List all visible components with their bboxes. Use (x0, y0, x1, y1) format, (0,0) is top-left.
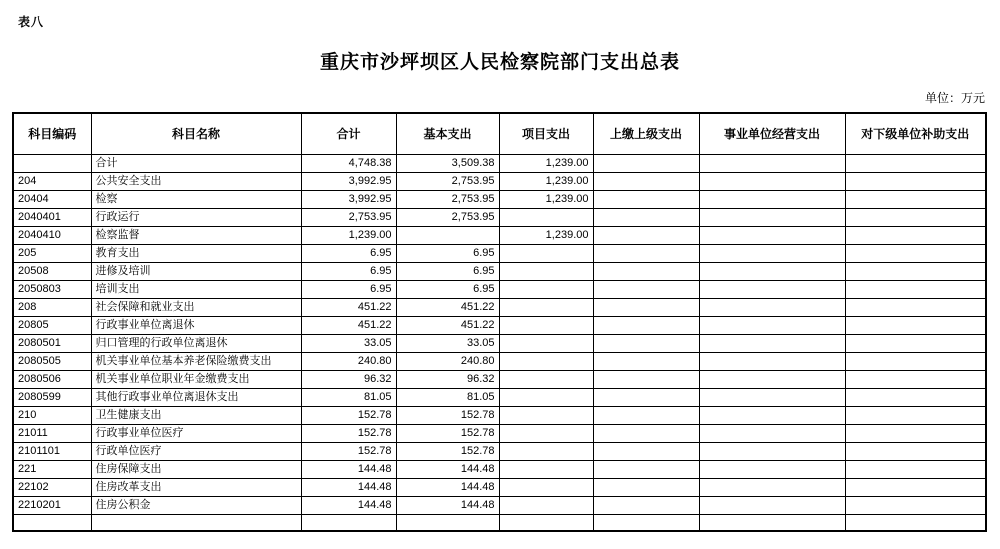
table-row (13, 172, 986, 190)
cell-basic: 6.95 (396, 280, 499, 298)
cell-operating (699, 496, 845, 514)
cell-code: 22102 (13, 478, 91, 496)
cell-basic: 152.78 (396, 442, 499, 460)
cell-project (499, 244, 593, 262)
col-header-subsidy-expense: 对下级单位补助支出 (845, 113, 986, 154)
cell-basic: 3,509.38 (396, 154, 499, 172)
cell-total: 6.95 (301, 262, 396, 280)
cell-basic: 240.80 (396, 352, 499, 370)
unit-note: 单位：万元 (924, 91, 985, 105)
cell-basic: 144.48 (396, 478, 499, 496)
cell-subsidy (845, 262, 986, 280)
cell-subsidy (845, 208, 986, 226)
cell-total (301, 514, 396, 531)
cell-upper (593, 190, 699, 208)
cell-project (499, 496, 593, 514)
cell-basic: 2,753.95 (396, 172, 499, 190)
cell-subsidy (845, 154, 986, 172)
cell-project (499, 298, 593, 316)
cell-code: 208 (13, 298, 91, 316)
cell-subsidy (845, 406, 986, 424)
cell-project (499, 388, 593, 406)
cell-total: 6.95 (301, 280, 396, 298)
cell-subsidy (845, 352, 986, 370)
cell-upper (593, 352, 699, 370)
cell-project (499, 478, 593, 496)
cell-name: 合计 (91, 154, 301, 172)
cell-code (13, 514, 91, 531)
cell-project (499, 406, 593, 424)
cell-upper (593, 172, 699, 190)
cell-total: 144.48 (301, 478, 396, 496)
cell-subsidy (845, 460, 986, 478)
table-row (13, 190, 986, 208)
cell-name: 检察监督 (91, 226, 301, 244)
cell-subsidy (845, 370, 986, 388)
table-row (13, 478, 986, 496)
cell-code: 20508 (13, 262, 91, 280)
cell-basic: 6.95 (396, 262, 499, 280)
cell-subsidy (845, 496, 986, 514)
cell-name: 教育支出 (91, 244, 301, 262)
cell-subsidy (845, 514, 986, 531)
cell-upper (593, 460, 699, 478)
cell-code: 210 (13, 406, 91, 424)
cell-project (499, 442, 593, 460)
cell-total: 81.05 (301, 388, 396, 406)
cell-basic (396, 514, 499, 531)
cell-project (499, 424, 593, 442)
cell-upper (593, 442, 699, 460)
cell-subsidy (845, 316, 986, 334)
cell-total: 451.22 (301, 298, 396, 316)
cell-name: 机关事业单位基本养老保险缴费支出 (91, 352, 301, 370)
cell-upper (593, 262, 699, 280)
expenditure-table (12, 112, 987, 532)
cell-name: 其他行政事业单位离退休支出 (91, 388, 301, 406)
cell-subsidy (845, 172, 986, 190)
table-body (13, 154, 986, 531)
cell-project (499, 334, 593, 352)
cell-name: 行政单位医疗 (91, 442, 301, 460)
cell-upper (593, 424, 699, 442)
cell-name: 住房保障支出 (91, 460, 301, 478)
cell-name: 培训支出 (91, 280, 301, 298)
cell-code: 20805 (13, 316, 91, 334)
cell-subsidy (845, 190, 986, 208)
cell-project (499, 262, 593, 280)
cell-subsidy (845, 388, 986, 406)
cell-operating (699, 244, 845, 262)
cell-upper (593, 496, 699, 514)
cell-project (499, 352, 593, 370)
cell-operating (699, 316, 845, 334)
cell-code: 2040401 (13, 208, 91, 226)
col-header-total: 合计 (301, 113, 396, 154)
table-row (13, 442, 986, 460)
cell-code: 2080505 (13, 352, 91, 370)
cell-basic: 6.95 (396, 244, 499, 262)
cell-basic: 2,753.95 (396, 208, 499, 226)
cell-total: 33.05 (301, 334, 396, 352)
cell-project: 1,239.00 (499, 190, 593, 208)
cell-total: 152.78 (301, 424, 396, 442)
cell-project (499, 460, 593, 478)
cell-upper (593, 298, 699, 316)
cell-code: 2080501 (13, 334, 91, 352)
col-header-upper-level-payment: 上缴上级支出 (593, 113, 699, 154)
cell-name: 行政运行 (91, 208, 301, 226)
cell-operating (699, 514, 845, 531)
cell-upper (593, 208, 699, 226)
cell-upper (593, 406, 699, 424)
table-row (13, 244, 986, 262)
cell-name: 住房公积金 (91, 496, 301, 514)
table-row (13, 424, 986, 442)
cell-code: 2080506 (13, 370, 91, 388)
col-header-basic-expense: 基本支出 (396, 113, 499, 154)
table-row (13, 406, 986, 424)
table-row (13, 496, 986, 514)
cell-code: 2101101 (13, 442, 91, 460)
cell-name: 住房改革支出 (91, 478, 301, 496)
cell-basic: 451.22 (396, 298, 499, 316)
cell-total: 240.80 (301, 352, 396, 370)
cell-code: 2050803 (13, 280, 91, 298)
cell-total: 2,753.95 (301, 208, 396, 226)
cell-basic: 81.05 (396, 388, 499, 406)
cell-operating (699, 388, 845, 406)
table-row (13, 460, 986, 478)
cell-operating (699, 262, 845, 280)
col-header-subject-name: 科目名称 (91, 113, 301, 154)
cell-subsidy (845, 298, 986, 316)
table-row (13, 388, 986, 406)
col-header-operating-expense: 事业单位经营支出 (699, 113, 845, 154)
table-row (13, 370, 986, 388)
cell-basic: 96.32 (396, 370, 499, 388)
cell-operating (699, 460, 845, 478)
cell-basic: 33.05 (396, 334, 499, 352)
cell-project (499, 514, 593, 531)
cell-code: 204 (13, 172, 91, 190)
cell-upper (593, 334, 699, 352)
cell-operating (699, 406, 845, 424)
cell-project (499, 280, 593, 298)
table-row (13, 514, 986, 531)
table-row (13, 280, 986, 298)
cell-upper (593, 370, 699, 388)
cell-name (91, 514, 301, 531)
cell-code: 20404 (13, 190, 91, 208)
cell-name: 进修及培训 (91, 262, 301, 280)
table-row (13, 316, 986, 334)
cell-total: 3,992.95 (301, 172, 396, 190)
cell-operating (699, 154, 845, 172)
cell-basic: 152.78 (396, 406, 499, 424)
cell-upper (593, 226, 699, 244)
cell-total: 451.22 (301, 316, 396, 334)
cell-project (499, 316, 593, 334)
cell-operating (699, 442, 845, 460)
cell-name: 卫生健康支出 (91, 406, 301, 424)
cell-name: 检察 (91, 190, 301, 208)
cell-subsidy (845, 424, 986, 442)
cell-code: 21011 (13, 424, 91, 442)
cell-total: 1,239.00 (301, 226, 396, 244)
cell-total: 144.48 (301, 460, 396, 478)
cell-project: 1,239.00 (499, 226, 593, 244)
cell-code: 2210201 (13, 496, 91, 514)
cell-subsidy (845, 442, 986, 460)
cell-operating (699, 298, 845, 316)
cell-basic: 144.48 (396, 460, 499, 478)
cell-upper (593, 280, 699, 298)
cell-total: 152.78 (301, 406, 396, 424)
cell-code: 221 (13, 460, 91, 478)
cell-operating (699, 208, 845, 226)
cell-subsidy (845, 226, 986, 244)
col-header-project-expense: 项目支出 (499, 113, 593, 154)
cell-operating (699, 352, 845, 370)
cell-operating (699, 370, 845, 388)
cell-basic: 2,753.95 (396, 190, 499, 208)
cell-subsidy (845, 334, 986, 352)
cell-code: 2080599 (13, 388, 91, 406)
cell-operating (699, 334, 845, 352)
cell-subsidy (845, 280, 986, 298)
cell-total: 6.95 (301, 244, 396, 262)
cell-name: 公共安全支出 (91, 172, 301, 190)
cell-total: 4,748.38 (301, 154, 396, 172)
cell-project: 1,239.00 (499, 154, 593, 172)
cell-name: 社会保障和就业支出 (91, 298, 301, 316)
cell-total: 3,992.95 (301, 190, 396, 208)
cell-name: 机关事业单位职业年金缴费支出 (91, 370, 301, 388)
cell-project (499, 208, 593, 226)
cell-basic: 152.78 (396, 424, 499, 442)
cell-upper (593, 154, 699, 172)
cell-basic: 144.48 (396, 496, 499, 514)
cell-code: 205 (13, 244, 91, 262)
cell-upper (593, 316, 699, 334)
cell-name: 行政事业单位离退休 (91, 316, 301, 334)
table-row (13, 262, 986, 280)
cell-upper (593, 388, 699, 406)
cell-code: 2040410 (13, 226, 91, 244)
table-row (13, 208, 986, 226)
col-header-subject-code: 科目编码 (13, 113, 91, 154)
table-row (13, 352, 986, 370)
cell-basic: 451.22 (396, 316, 499, 334)
cell-subsidy (845, 244, 986, 262)
cell-total: 144.48 (301, 496, 396, 514)
table-number-label: 表八 (18, 15, 45, 29)
table-row (13, 298, 986, 316)
cell-operating (699, 226, 845, 244)
table-row (13, 154, 986, 172)
cell-operating (699, 190, 845, 208)
cell-operating (699, 280, 845, 298)
cell-total: 96.32 (301, 370, 396, 388)
cell-project: 1,239.00 (499, 172, 593, 190)
cell-project (499, 370, 593, 388)
cell-code (13, 154, 91, 172)
cell-basic (396, 226, 499, 244)
cell-operating (699, 172, 845, 190)
table-row (13, 226, 986, 244)
cell-name: 行政事业单位医疗 (91, 424, 301, 442)
cell-upper (593, 244, 699, 262)
cell-upper (593, 478, 699, 496)
table-header-row (13, 113, 986, 154)
cell-subsidy (845, 478, 986, 496)
cell-operating (699, 478, 845, 496)
cell-total: 152.78 (301, 442, 396, 460)
cell-operating (699, 424, 845, 442)
cell-name: 归口管理的行政单位离退休 (91, 334, 301, 352)
table-row (13, 334, 986, 352)
cell-upper (593, 514, 699, 531)
page-title: 重庆市沙坪坝区人民检察院部门支出总表 (319, 52, 680, 73)
